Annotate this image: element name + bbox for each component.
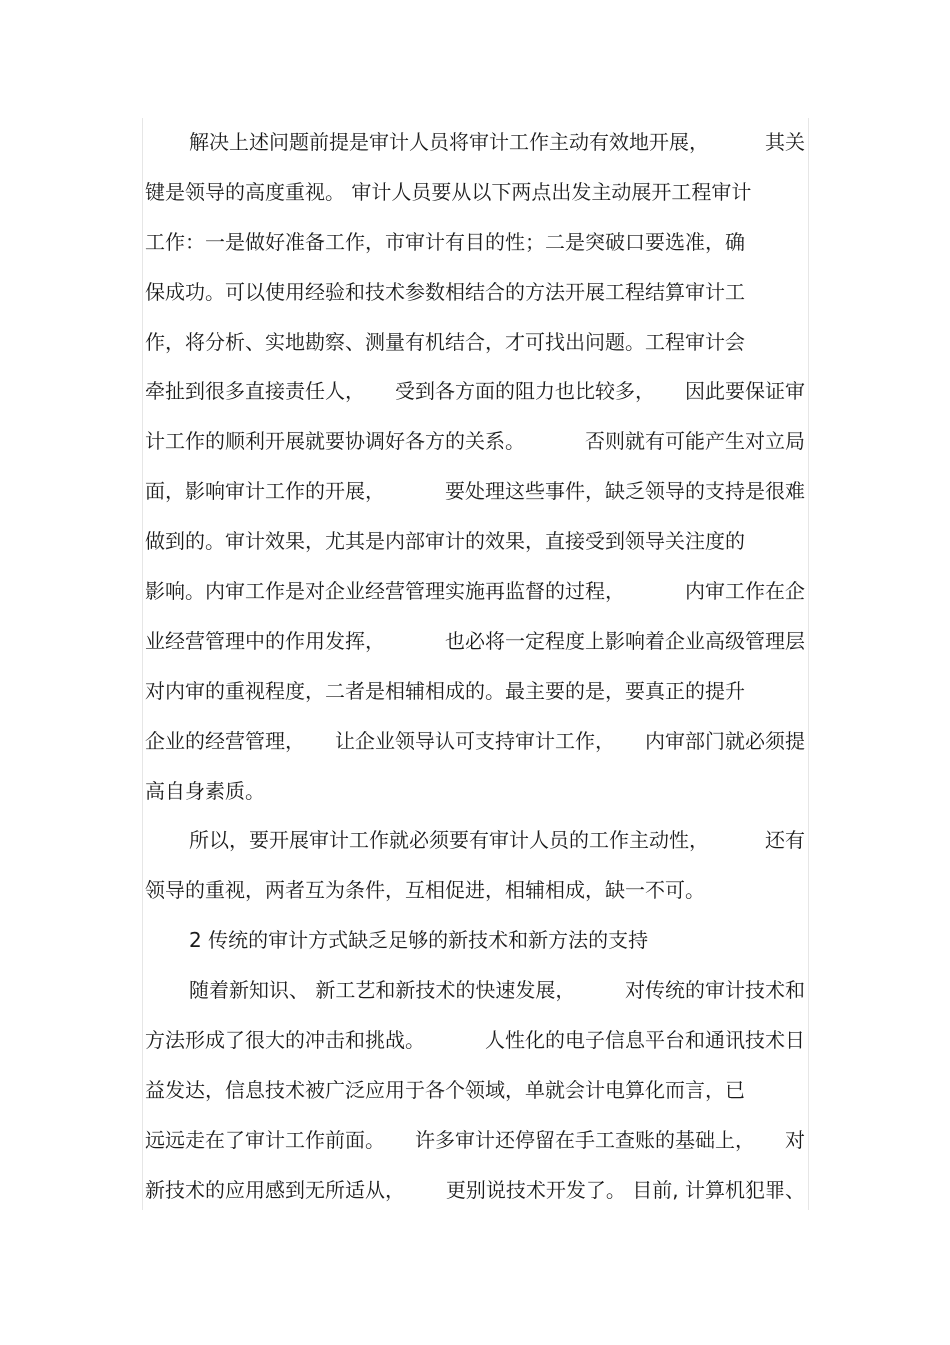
text-line [145,118,805,168]
text-segment: 所以，要开展审计工作就必须要有审计人员的工作主动性， [189,828,709,853]
text-segment: 高自身素质。 [145,778,265,803]
text-segment: 对 [785,1127,805,1152]
text-segment: 内审部门就必须提 [645,728,805,753]
text-segment: 还有 [765,828,805,853]
text-segment: 随着新知识、 新工艺和新技术的快速发展， [189,978,576,1003]
text-line [145,1016,805,1066]
text-line [145,168,805,218]
text-line [145,268,805,318]
text-segment: 保成功。可以使用经验和技术参数相结合的方法开展工程结算审计工 [145,279,745,304]
text-line [145,816,805,866]
text-segment: 业经营管理中的作用发挥， [145,628,385,653]
document-body-text [145,118,805,1216]
text-line [145,667,805,717]
text-line [145,717,805,767]
text-segment: 因此要保证审 [685,379,805,404]
text-segment: 计工作的顺利开展就要协调好各方的关系。 [145,429,525,454]
text-segment: 远远走在了审计工作前面。 [145,1127,385,1152]
text-line [145,966,805,1016]
text-segment: 方法形成了很大的冲击和挑战。 [145,1028,425,1053]
text-segment: 许多审计还停留在手工查账的基础上， [415,1127,755,1152]
text-segment: 内审工作在企 [685,579,805,604]
text-segment: 否则就有可能产生对立局 [585,429,805,454]
text-segment: 影响。内审工作是对企业经营管理实施再监督的过程， [145,579,625,604]
text-line [145,517,805,567]
text-segment: 键是领导的高度重视。 审计人员要从以下两点出发主动展开工程审计 [145,179,752,204]
text-segment: 更别说技术开发了。 目前, 计算机犯罪、 [445,1177,805,1202]
text-segment: 让企业领导认可支持审计工作， [335,728,615,753]
text-segment: 对传统的审计技术和 [625,978,805,1003]
text-segment: 解决上述问题前提是审计人员将审计工作主动有效地开展， [189,130,709,154]
text-segment: 益发达，信息技术被广泛应用于各个领域，单就会计电算化而言，已 [145,1077,745,1102]
text-line [145,367,805,417]
text-segment: 领导的重视，两者互为条件，互相促进，相辅相成，缺一不可。 [145,878,705,903]
text-segment: 对内审的重视程度，二者是相辅相成的。最主要的是，要真正的提升 [145,678,745,703]
text-line [145,218,805,268]
text-line [145,1066,805,1116]
page-margin-line-right [808,118,809,1210]
text-segment: 2 传统的审计方式缺乏足够的新技术和新方法的支持 [189,928,649,953]
text-segment: 面，影响审计工作的开展， [145,479,385,504]
text-segment: 工作：一是做好准备工作，市审计有目的性；二是突破口要选准，确 [145,229,745,254]
text-segment: 作，将分析、实地勘察、测量有机结合，才可找出问题。工程审计会 [145,329,745,354]
text-segment: 受到各方面的阻力也比较多， [395,379,655,404]
text-segment: 其关 [765,130,805,154]
text-segment: 做到的。审计效果，尤其是内部审计的效果，直接受到领导关注度的 [145,529,745,554]
text-segment: 人性化的电子信息平台和通讯技术日 [485,1028,805,1053]
text-line [145,1116,805,1166]
text-line [145,417,805,467]
text-line [145,1166,805,1216]
text-line [145,617,805,667]
text-segment: 新技术的应用感到无所适从， [145,1177,405,1202]
text-line [145,916,805,966]
page-margin-line-left [142,118,143,1210]
text-segment: 要处理这些事件，缺乏领导的支持是很难 [445,479,805,504]
text-line [145,866,805,916]
text-line [145,567,805,617]
text-line [145,767,805,817]
text-segment: 企业的经营管理， [145,728,305,753]
text-line [145,467,805,517]
text-segment: 也必将一定程度上影响着企业高级管理层 [445,628,805,653]
text-line [145,318,805,368]
text-segment: 牵扯到很多直接责任人， [145,379,365,404]
